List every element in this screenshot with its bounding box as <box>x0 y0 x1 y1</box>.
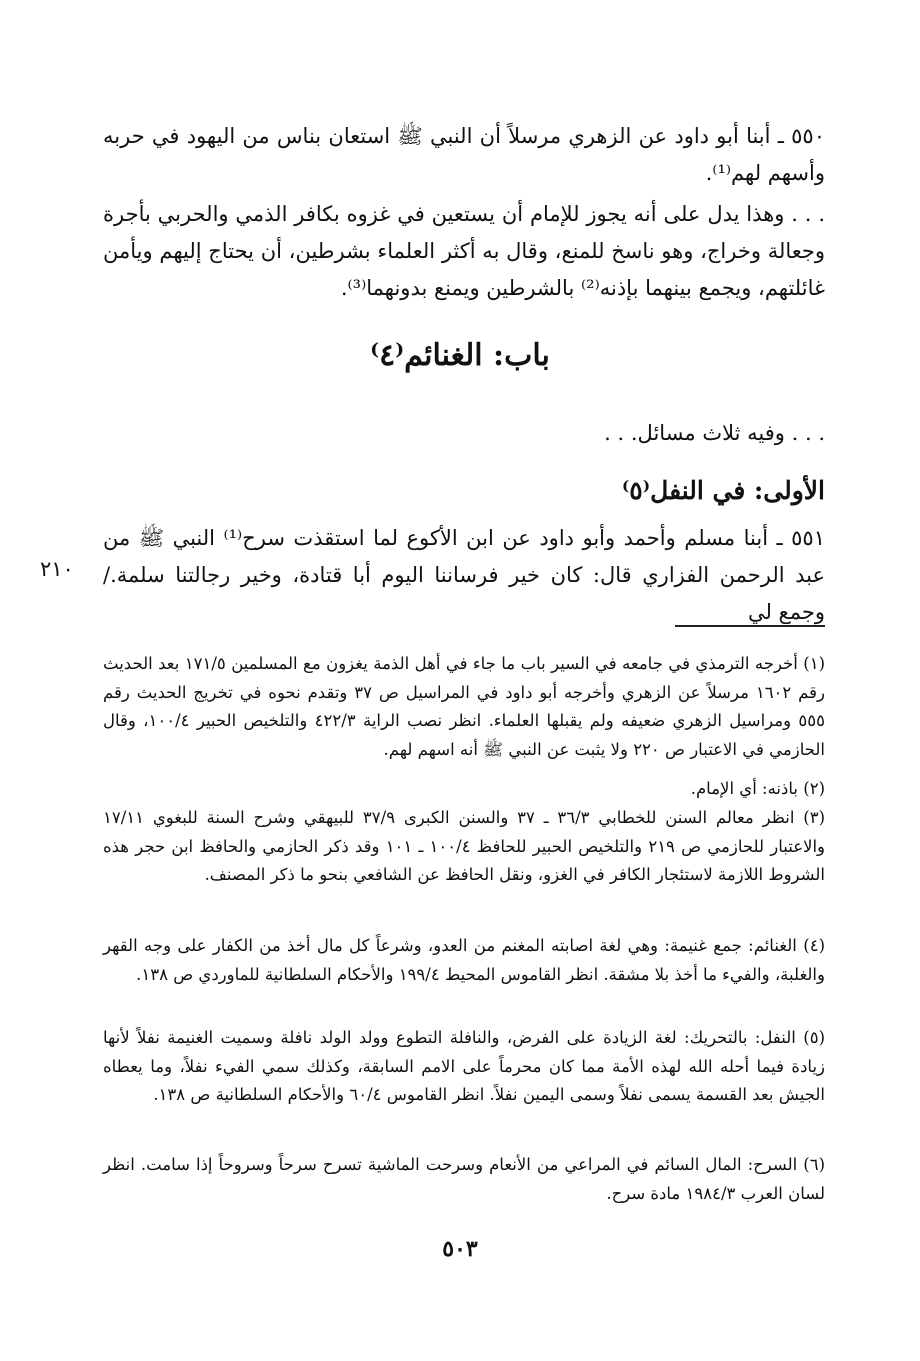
footnote-5: (٥) النفل: بالتحريك: لغة الزيادة على الفرض، والنافلة التطوع وولد الولد نافلة وسميت الغنيمة نفلاً لأنها زيادة فيما أحله الله لهذه الأمة مما كان محرماً على الامم السابقة، وكذلك سمي الفيء نفلاً، وما يعطاه الجيش بعد القسمة يسمى نفلاً وسمى اليمين نفلاً. انظر القاموس ٦٠/٤ والأحكام السلطانية ص ١٣٨. <box>103 1028 825 1104</box>
footnote-3: (٣) انظر معالم السنن للخطابي ٣٦/٣ ـ ٣٧ والسنن الكبرى ٣٧/٩ للبيهقي وشرح السنة للبغوي ١٧/١١ والاعتبار للحازمي ص ٢١٩ والتلخيص الحبير للحافظ ١٠٠/٤ ـ ١٠١ وقد ذكر الحازمي والحافظ ابن حجر هذه الشروط اللازمة لاستئجار الكافر في الغزو، ونقل الحافظ عن الشافعي بنحو ما ذكر المصنف. <box>103 808 825 884</box>
margin-page-reference: ٢١٠ <box>40 557 74 581</box>
footnote-2: (٢) باذنه: أي الإمام. <box>690 779 825 798</box>
chapter-intro: . . . وفيه ثلاث مسائل. . . <box>604 421 825 445</box>
page-number: ٥٠٣ <box>442 1236 478 1262</box>
hadith-550-commentary: . . . وهذا يدل على أنه يجوز للإمام أن يستعين في غزوه بكافر الذمي والحربي بأجرة وجعالة وخراج، وهو ناسخ للمنع، وقال به أكثر العلماء بشرطين، أن يحتاج إليهم ويأمن غائلتهم، ويجمع بينهما بإذنه⁽²⁾ بالشرطين ويمنع بدونهما⁽³⁾. <box>103 202 825 300</box>
hadith-551: ٥٥١ ـ أبنا مسلم وأحمد وأبو داود عن ابن الأكوع لما استقذت سرح⁽¹⁾ النبي ﷺ من عبد الرحمن الفزاري قال: كان خير فرساننا اليوم أبا قتادة، وخير رجالتنا سلمة./ وجمع لي <box>103 526 825 624</box>
hadith-550: ٥٥٠ ـ أبنا أبو داود عن الزهري مرسلاً أن النبي ﷺ استعان بناس من اليهود في حربه وأسهم لهم⁽¹⁾. <box>103 124 825 185</box>
footnote-separator <box>675 625 825 627</box>
section-title: الأولى: في النفل⁽٥⁾ <box>621 476 825 505</box>
chapter-title: باب: الغنائم⁽٤⁾ <box>370 338 550 373</box>
footnote-1: (١) أخرجه الترمذي في جامعه في السير باب ما جاء في أهل الذمة يغزون مع المسلمين ١٧١/٥ بعد الحديث رقم ١٦٠٢ مرسلاً عن الزهري وأخرجه أبو داود في المراسيل ص ٣٧ وتقدم نحوه في تخريج الحديث رقم ٥٥٥ ومراسيل الزهري ضعيفه ولم يقبلها العلماء. انظر نصب الراية ٤٢٢/٣ والتلخيص الحبير ١٠٠/٤، وقال الحازمي في الاعتبار ص ٢٢٠ ولا يثبت عن النبي ﷺ أنه اسهم لهم. <box>103 654 826 759</box>
footnote-4: (٤) الغنائم: جمع غنيمة: وهي لغة اصابته المغنم من العدو، وشرعاً كل مال أخذ من الكفار على وجه القهر والغلبة، والفيء ما أخذ بلا مشقة. انظر القاموس المحيط ١٩٩/٤ والأحكام السلطانية للماوردي ص ١٣٨. <box>103 936 825 984</box>
footnote-6: (٦) السرح: المال السائم في المراعي من الأنعام وسرحت الماشية تسرح سرحاً وسروحاً إذا سامت. انظر لسان العرب ١٩٨٤/٣ مادة سرح. <box>103 1155 825 1203</box>
